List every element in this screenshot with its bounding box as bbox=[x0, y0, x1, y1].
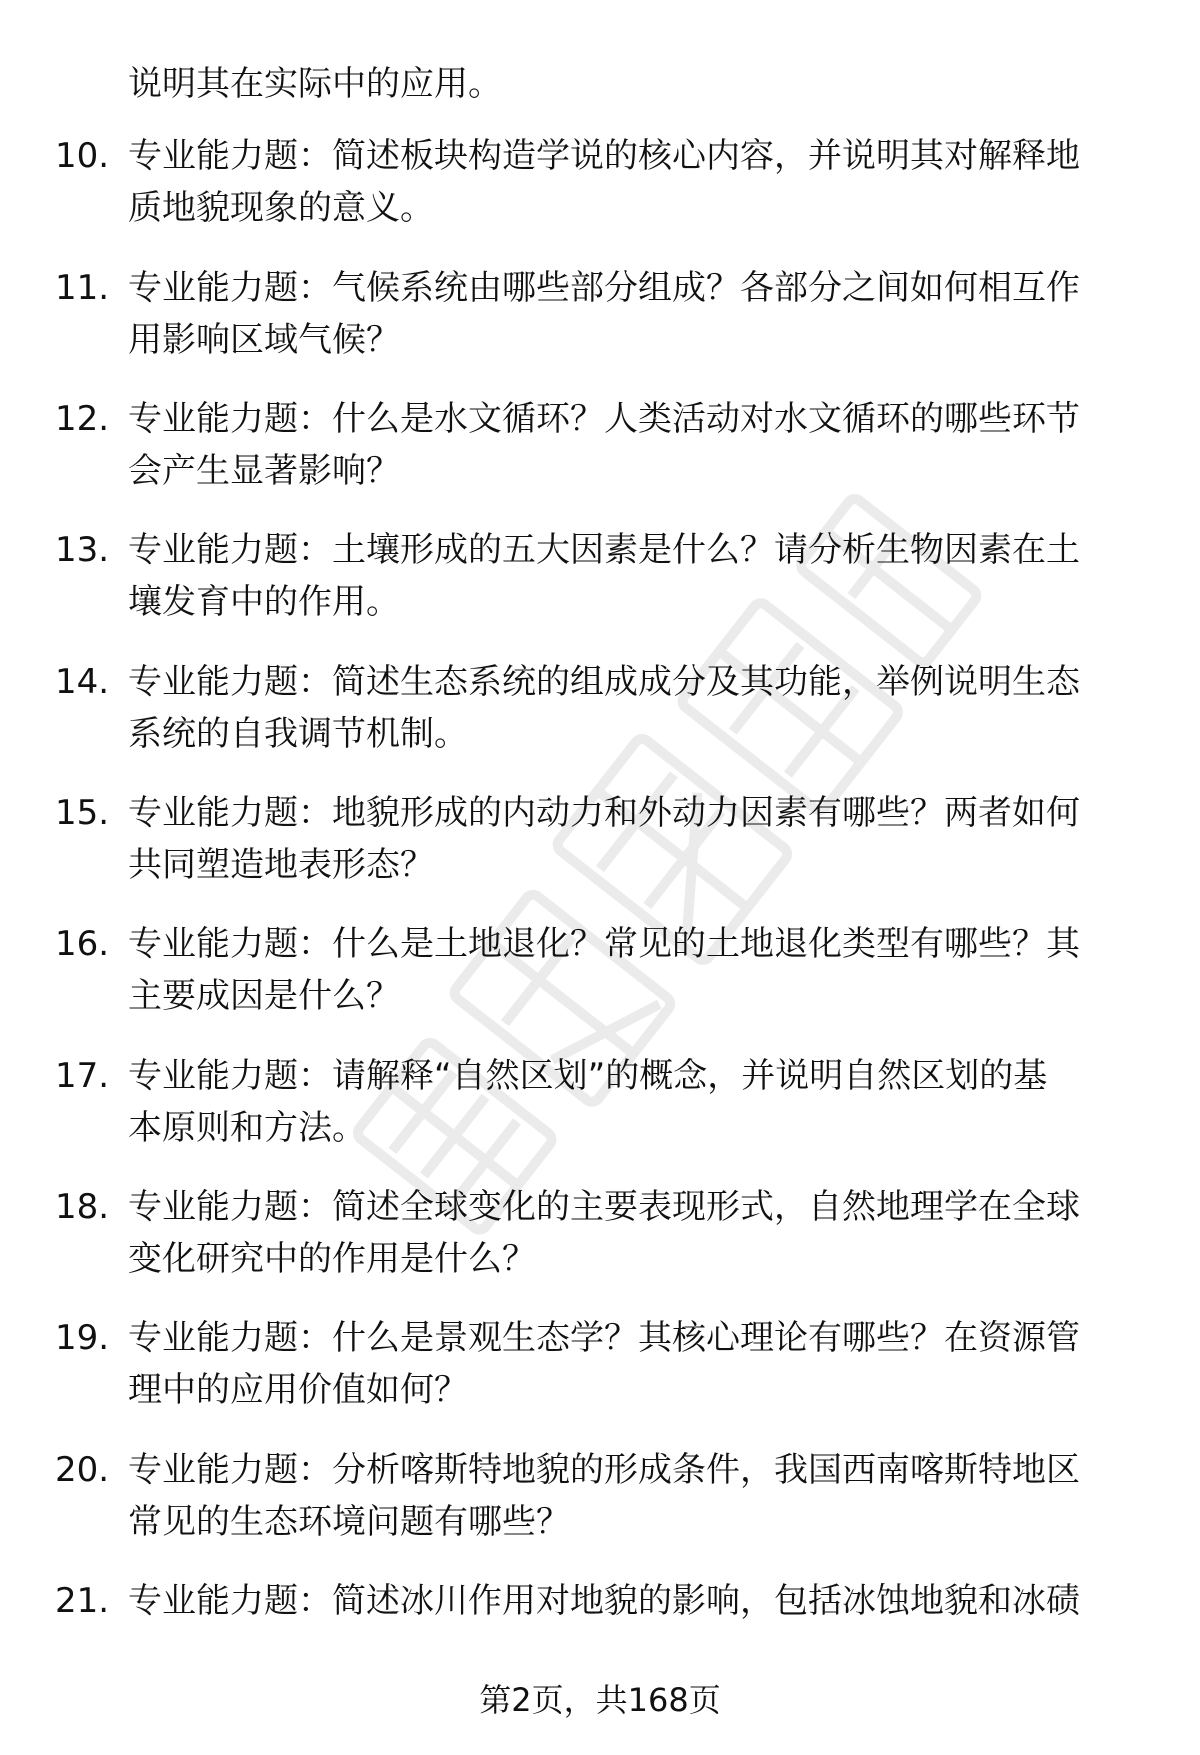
question-text-line: 主要成因是什么？ bbox=[128, 976, 400, 1016]
question-text bbox=[128, 262, 1138, 366]
question-text-line: 共同塑造地表形态？ bbox=[128, 845, 434, 885]
question-item bbox=[55, 524, 1145, 628]
question-text bbox=[128, 130, 1138, 234]
question-item bbox=[55, 1050, 1145, 1154]
question-number: 21. bbox=[55, 1581, 110, 1621]
question-item bbox=[55, 1444, 1145, 1548]
question-number: 13. bbox=[55, 530, 110, 570]
question-text-line: 用影响区域气候？ bbox=[128, 320, 400, 360]
continued-question-text: 说明其在实际中的应用。 bbox=[128, 64, 502, 104]
question-text bbox=[128, 1181, 1138, 1285]
question-number: 16. bbox=[55, 924, 110, 964]
question-text-line: 专业能力题：请解释“自然区划”的概念，并说明自然区划的基 bbox=[128, 1056, 1048, 1096]
question-text-line: 专业能力题：分析喀斯特地貌的形成条件，我国西南喀斯特地区 bbox=[128, 1450, 1080, 1490]
question-number: 18. bbox=[55, 1187, 110, 1227]
question-number: 12. bbox=[55, 399, 110, 439]
question-item bbox=[55, 262, 1145, 366]
question-text bbox=[128, 1050, 1138, 1154]
question-text-line: 专业能力题：土壤形成的五大因素是什么？请分析生物因素在土 bbox=[128, 530, 1080, 570]
page-footer: 第2页，共168页 bbox=[479, 1681, 721, 1719]
question-text-line: 专业能力题：什么是水文循环？人类活动对水文循环的哪些环节 bbox=[128, 399, 1080, 439]
question-number: 19. bbox=[55, 1318, 110, 1358]
question-text-line: 专业能力题：简述生态系统的组成成分及其功能，举例说明生态 bbox=[128, 662, 1080, 702]
question-text-line: 专业能力题：气候系统由哪些部分组成？各部分之间如何相互作 bbox=[128, 268, 1080, 308]
question-item bbox=[55, 787, 1145, 891]
question-item bbox=[55, 393, 1145, 497]
question-number: 14. bbox=[55, 662, 110, 702]
question-item bbox=[55, 1575, 1145, 1627]
question-text-line: 常见的生态环境问题有哪些？ bbox=[128, 1502, 570, 1542]
question-item bbox=[55, 918, 1145, 1022]
question-text-line: 理中的应用价值如何？ bbox=[128, 1370, 468, 1410]
question-item bbox=[55, 130, 1145, 234]
question-item bbox=[55, 656, 1145, 760]
question-text-line: 本原则和方法。 bbox=[128, 1108, 366, 1148]
question-text bbox=[128, 1575, 1138, 1627]
question-number: 20. bbox=[55, 1450, 110, 1490]
question-text bbox=[128, 1312, 1138, 1416]
question-text-line: 质地貌现象的意义。 bbox=[128, 188, 434, 228]
question-text-line: 专业能力题：简述全球变化的主要表现形式，自然地理学在全球 bbox=[128, 1187, 1080, 1227]
question-text-line: 变化研究中的作用是什么？ bbox=[128, 1239, 536, 1279]
question-text-line: 专业能力题：什么是土地退化？常见的土地退化类型有哪些？其 bbox=[128, 924, 1080, 964]
question-text-line: 专业能力题：简述冰川作用对地貌的影响，包括冰蚀地貌和冰碛 bbox=[128, 1581, 1080, 1621]
question-item bbox=[55, 1181, 1145, 1285]
question-text bbox=[128, 393, 1138, 497]
question-number: 10. bbox=[55, 136, 110, 176]
question-text bbox=[128, 1444, 1138, 1548]
question-item bbox=[55, 1312, 1145, 1416]
question-number: 15. bbox=[55, 793, 110, 833]
question-text-line: 壤发育中的作用。 bbox=[128, 582, 400, 622]
question-text-line: 会产生显著影响？ bbox=[128, 451, 400, 491]
question-text-line: 专业能力题：什么是景观生态学？其核心理论有哪些？在资源管 bbox=[128, 1318, 1080, 1358]
question-number: 11. bbox=[55, 268, 110, 308]
question-text bbox=[128, 787, 1138, 891]
question-number: 17. bbox=[55, 1056, 110, 1096]
question-text-line: 系统的自我调节机制。 bbox=[128, 714, 468, 754]
question-text bbox=[128, 918, 1138, 1022]
question-text bbox=[128, 656, 1138, 760]
question-text bbox=[128, 524, 1138, 628]
question-text-line: 专业能力题：简述板块构造学说的核心内容，并说明其对解释地 bbox=[128, 136, 1080, 176]
question-text-line: 专业能力题：地貌形成的内动力和外动力因素有哪些？两者如何 bbox=[128, 793, 1080, 833]
